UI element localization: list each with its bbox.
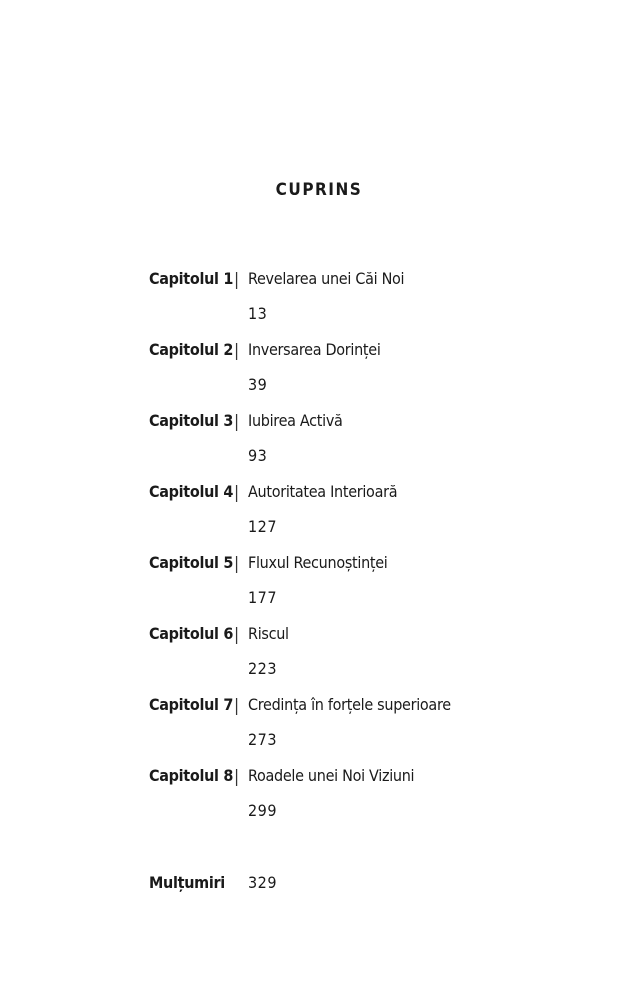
chapter-label: Capitolul 8 (149, 766, 234, 785)
toc-entry (149, 481, 569, 552)
chapter-title: Credința în forțele superioare (248, 695, 451, 714)
chapter-page-number: 299 (248, 801, 277, 820)
chapter-page-number: 273 (248, 730, 277, 749)
chapter-page-number: 177 (248, 588, 277, 607)
chapter-title: Roadele unei Noi Viziuni (248, 766, 415, 785)
toc-entry (149, 765, 569, 836)
toc-entry (149, 339, 569, 410)
chapter-title: Fluxul Recunoștinței (248, 553, 388, 572)
chapter-page-number: 39 (248, 375, 268, 394)
separator: | (234, 412, 240, 432)
separator: | (234, 341, 240, 361)
separator: | (234, 625, 240, 645)
chapter-title: Iubirea Activă (248, 411, 343, 430)
table-of-contents (149, 268, 569, 836)
chapter-label: Capitolul 5 (149, 553, 234, 572)
toc-entry (149, 552, 569, 623)
acknowledgements-label: Mulțumiri (149, 873, 225, 892)
toc-entry (149, 623, 569, 694)
acknowledgements-page-number: 329 (248, 873, 277, 892)
toc-entry-acknowledgements (149, 872, 449, 896)
chapter-label: Capitolul 2 (149, 340, 234, 359)
chapter-label: Capitolul 6 (149, 624, 234, 643)
chapter-label: Capitolul 4 (149, 482, 234, 501)
page-title: CUPRINS (275, 180, 363, 200)
toc-entry (149, 694, 569, 765)
separator: | (234, 767, 240, 787)
chapter-title: Inversarea Dorinței (248, 340, 381, 359)
chapter-title: Autoritatea Interioară (248, 482, 398, 501)
separator: | (234, 270, 240, 290)
separator: | (234, 483, 240, 503)
separator: | (234, 554, 240, 574)
chapter-page-number: 223 (248, 659, 277, 678)
chapter-label: Capitolul 3 (149, 411, 234, 430)
separator: | (234, 696, 240, 716)
chapter-page-number: 127 (248, 517, 277, 536)
chapter-label: Capitolul 7 (149, 695, 234, 714)
chapter-title: Revelarea unei Căi Noi (248, 269, 405, 288)
chapter-page-number: 13 (248, 304, 268, 323)
toc-entry (149, 268, 569, 339)
chapter-page-number: 93 (248, 446, 268, 465)
toc-entry (149, 410, 569, 481)
chapter-label: Capitolul 1 (149, 269, 234, 288)
chapter-title: Riscul (248, 624, 289, 643)
